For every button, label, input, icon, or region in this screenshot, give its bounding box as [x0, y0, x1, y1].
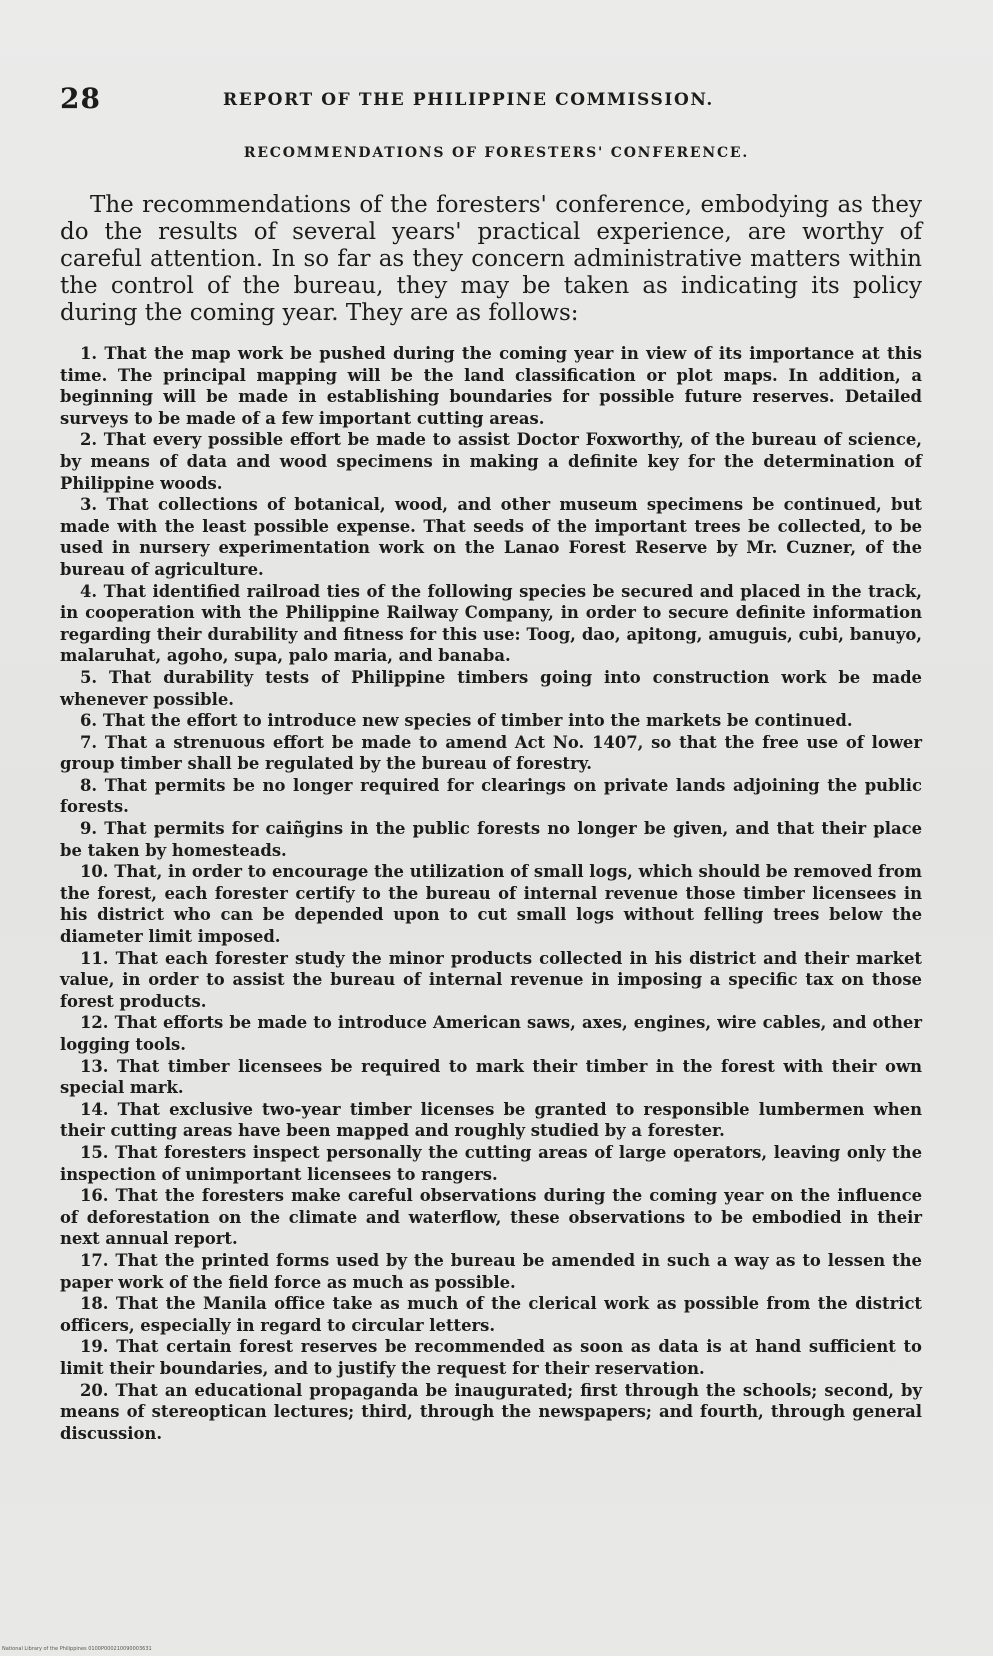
recommendation-item: 19. That certain forest reserves be recommended as soon as data is at hand sufficient to limit their boundaries, and to justify the request for their reservation.	[60, 1337, 922, 1378]
recommendations-list	[60, 343, 922, 1444]
recommendation-item: 20. That an educational propaganda be inaugurated; first through the schools; second, by means of stereoptican lectures; third, through the newspapers; and fourth, through general discussion.	[60, 1380, 922, 1443]
recommendation-item: 15. That foresters inspect personally the cutting areas of large operators, leaving only the inspection of unimportant licensees to rangers.	[60, 1142, 922, 1184]
recommendation-item: 13. That timber licensees be required to mark their timber in the forest with their own special mark.	[60, 1056, 922, 1098]
recommendation-item: 2. That every possible effort be made to assist Doctor Foxworthy, of the bureau of science, by means of data and wood specimens in making a definite key for the determination of Philippine woods.	[60, 430, 922, 493]
page-number: 28	[60, 82, 101, 115]
recommendation-item: 10. That, in order to encourage the utilization of small logs, which should be removed from the forest, each forester certify to the bureau of internal revenue those timber licensees in his district who can be depended upon to cut small logs without felling trees below the diameter limit imposed.	[60, 862, 922, 947]
recommendation-item: 11. That each forester study the minor products collected in his district and their market value, in order to assist the bureau of internal revenue in imposing a specific tax on those forest products.	[60, 948, 922, 1011]
recommendation-item: 6. That the effort to introduce new species of timber into the markets be continued.	[80, 711, 853, 731]
recommendation-item: 14. That exclusive two-year timber licenses be granted to responsible lumbermen when their cutting areas have been mapped and roughly studied by a forester.	[60, 1099, 922, 1141]
recommendation-item: 9. That permits for caiñgins in the public forests no longer be given, and that their place be taken by homesteads.	[60, 819, 922, 860]
recommendation-item: 8. That permits be no longer required for clearings on private lands adjoining the public forests.	[60, 775, 922, 817]
recommendation-item: 4. That identified railroad ties of the following species be secured and placed in the track, in cooperation with the Philippine Railway Company, in order to secure definite information regarding their durability and fitness for this use: Toog, dao, apitong, amuguis, cubi, banuyo, malaruhat, agoho, supa, palo maria, and banaba.	[60, 581, 922, 666]
recommendation-item: 12. That efforts be made to introduce American saws, axes, engines, wire cables, and other logging tools.	[60, 1013, 922, 1054]
scan-credit: National Library of the Philippines 0100P000210090003631	[2, 1646, 152, 1652]
recommendation-item: 17. That the printed forms used by the bureau be amended in such a way as to lessen the paper work of the field force as much as possible.	[60, 1250, 922, 1292]
running-head: REPORT OF THE PHILIPPINE COMMISSION.	[223, 90, 714, 110]
recommendation-item: 3. That collections of botanical, wood, and other museum specimens be continued, but made with the least possible expense. That seeds of the important trees be collected, to be used in nursery experimentation work on the Lanao Forest Reserve by Mr. Cuzner, of the bureau of agriculture.	[60, 495, 922, 579]
recommendation-item: 18. That the Manila office take as much of the clerical work as possible from the district officers, especially in regard to circular letters.	[60, 1294, 922, 1335]
recommendation-item: 16. That the foresters make careful observations during the coming year on the influence of deforestation on the climate and waterflow, these observations to be embodied in their next annual report.	[60, 1186, 922, 1249]
recommendation-item: 7. That a strenuous effort be made to amend Act No. 1407, so that the free use of lower group timber shall be regulated by the bureau of forestry.	[60, 732, 922, 774]
page-header	[60, 82, 935, 122]
recommendation-item: 5. That durability tests of Philippine timbers going into construction work be made whenever possible.	[60, 667, 922, 709]
recommendation-item: 1. That the map work be pushed during the coming year in view of its importance at this time. The principal mapping will be the land classification or plot maps. In addition, a beginning will be made in establishing boundaries for possible future reserves. Detailed surveys to be made of a few important cutting areas.	[60, 344, 922, 428]
section-title: RECOMMENDATIONS OF FORESTERS' CONFERENCE.	[243, 145, 750, 161]
intro-paragraph: The recommendations of the foresters' conference, embodying as they do the results of several years' practical experience, are worthy of careful attention. In so far as they concern administrative matters within the control of the bureau, they may be taken as indicating its policy during the coming year. They are as follows:	[60, 192, 922, 326]
